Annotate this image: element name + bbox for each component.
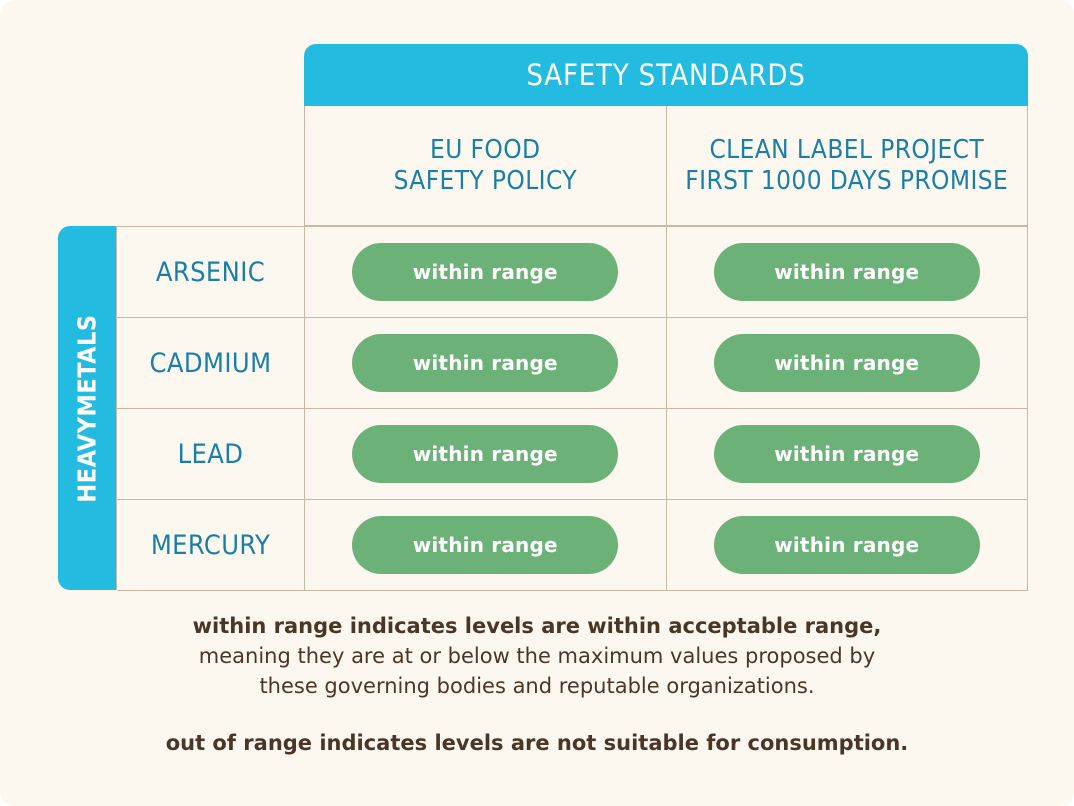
status-badge: within range bbox=[352, 334, 618, 392]
table-row bbox=[117, 318, 1028, 409]
cell-cadmium-eu bbox=[305, 318, 667, 409]
row-label-lead: LEAD bbox=[117, 409, 305, 500]
status-badge: within range bbox=[714, 243, 980, 301]
column-header-row bbox=[304, 106, 1028, 226]
footnote-line-3: these governing bodies and reputable organizations. bbox=[259, 673, 815, 698]
table-row bbox=[117, 500, 1028, 591]
footnote-line-2: meaning they are at or below the maximum values proposed by bbox=[198, 643, 876, 668]
status-badge: within range bbox=[352, 516, 618, 574]
column-header-line-1: CLEAN LABEL PROJECT bbox=[709, 134, 985, 165]
table-body bbox=[116, 226, 1028, 590]
table-row bbox=[117, 409, 1028, 500]
footnote-line-1: within range indicates levels are within acceptable range, bbox=[192, 614, 882, 638]
cell-mercury-eu bbox=[305, 500, 667, 591]
cell-mercury-clp bbox=[667, 500, 1029, 591]
status-badge: within range bbox=[714, 425, 980, 483]
cell-arsenic-eu bbox=[305, 227, 667, 318]
column-header-line-2: SAFETY POLICY bbox=[393, 165, 577, 196]
cell-arsenic-clp bbox=[667, 227, 1029, 318]
row-label-arsenic: ARSENIC bbox=[117, 227, 305, 318]
column-header-clean-label-project bbox=[667, 106, 1029, 226]
table-header-label: SAFETY STANDARDS bbox=[526, 58, 806, 92]
column-header-line-2: FIRST 1000 DAYS PROMISE bbox=[685, 165, 1009, 196]
cell-cadmium-clp bbox=[667, 318, 1029, 409]
safety-standards-table bbox=[58, 44, 1028, 590]
row-group-tab-heavy-metals bbox=[58, 226, 116, 590]
table-header-safety-standards bbox=[304, 44, 1028, 106]
status-badge: within range bbox=[352, 425, 618, 483]
footnotes bbox=[0, 612, 1074, 755]
column-header-line-1: EU FOOD bbox=[430, 134, 541, 165]
row-label-cadmium: CADMIUM bbox=[117, 318, 305, 409]
column-header-eu-food-safety-policy bbox=[304, 106, 667, 226]
status-badge: within range bbox=[352, 243, 618, 301]
cell-lead-clp bbox=[667, 409, 1029, 500]
status-badge: within range bbox=[714, 334, 980, 392]
table-corner-blank bbox=[116, 44, 304, 226]
status-badge: within range bbox=[714, 516, 980, 574]
cell-lead-eu bbox=[305, 409, 667, 500]
footnote-line-4: out of range indicates levels are not suitable for consumption. bbox=[165, 731, 909, 756]
row-label-mercury: MERCURY bbox=[117, 500, 305, 591]
row-group-label: HEAVYMETALS bbox=[72, 313, 102, 503]
table-row bbox=[117, 227, 1028, 318]
